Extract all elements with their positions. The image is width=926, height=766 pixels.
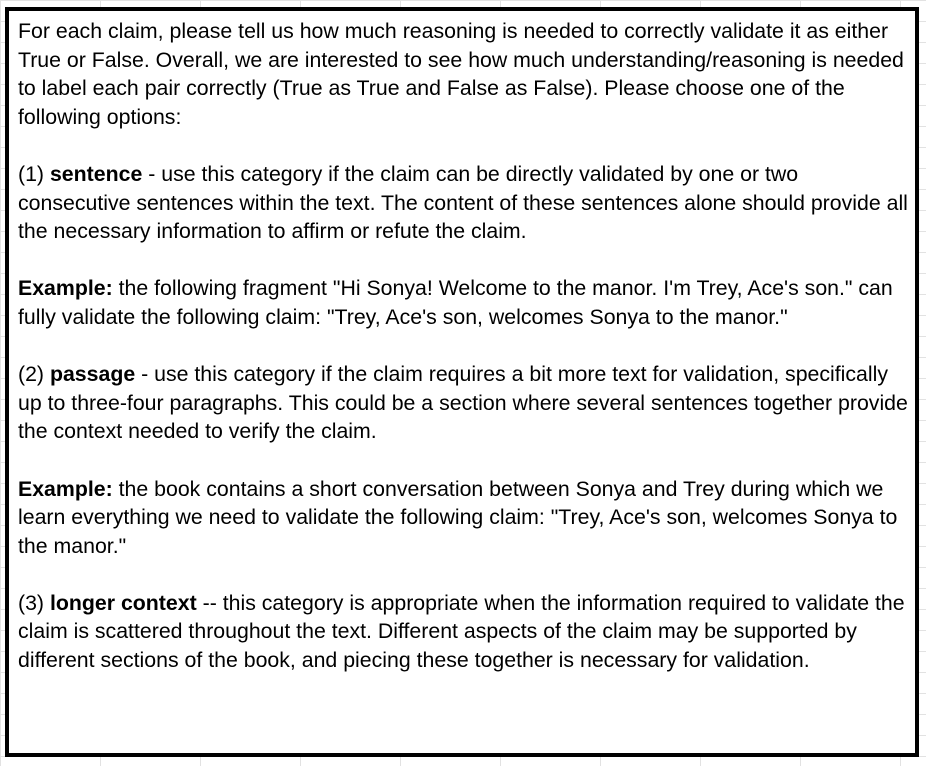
example-sentence-paragraph (18, 274, 914, 331)
option-term: longer context (49, 590, 197, 615)
intro-text: For each claim, please tell us how much reasoning is needed to correctly validate it as either True or False. Overall, we are interested to see how much understanding/reasoning is needed to label each pair correctly (True as True and False as False). Please choose one of the following options: (18, 19, 904, 129)
option-sentence-paragraph (18, 160, 914, 246)
option-number: (2) (18, 362, 50, 387)
example-label: Example: (18, 276, 113, 301)
example-passage-paragraph (18, 475, 914, 561)
option-passage-paragraph (18, 360, 914, 446)
option-description: - use this category if the claim requires a bit more text for validation, specifically up to three-four paragraphs. This could be a section where several sentences together provide the context needed to verify the claim. (18, 362, 908, 444)
cell-content (18, 17, 914, 675)
option-number: (3) (18, 590, 50, 615)
option-term: passage (49, 362, 136, 387)
option-description: - use this category if the claim can be directly validated by one or two consecutive sentences within the text. The content of these sentences alone should provide all the necessary information to affirm or refute the claim. (18, 161, 908, 244)
intro-paragraph (18, 17, 914, 131)
option-longer-context-paragraph (18, 589, 914, 675)
example-text: the book contains a short conversation between Sonya and Trey during which we learn everything we need to validate the following claim: "Trey, Ace's son, welcomes Sonya to the manor." (18, 476, 898, 558)
instruction-cell[interactable] (5, 7, 919, 757)
option-description: -- this category is appropriate when the information required to validate the claim is scattered throughout the text. Different aspects of the claim may be supported by different sections of the book, and piecing these together is necessary for validation. (18, 590, 905, 673)
example-text: the following fragment "Hi Sonya! Welcome to the manor. I'm Trey, Ace's son." can fully validate the following claim: "Trey, Ace's son, welcomes Sonya to the manor." (18, 276, 893, 329)
option-term: sentence (49, 161, 143, 186)
example-label: Example: (18, 476, 113, 501)
option-number: (1) (18, 161, 50, 186)
